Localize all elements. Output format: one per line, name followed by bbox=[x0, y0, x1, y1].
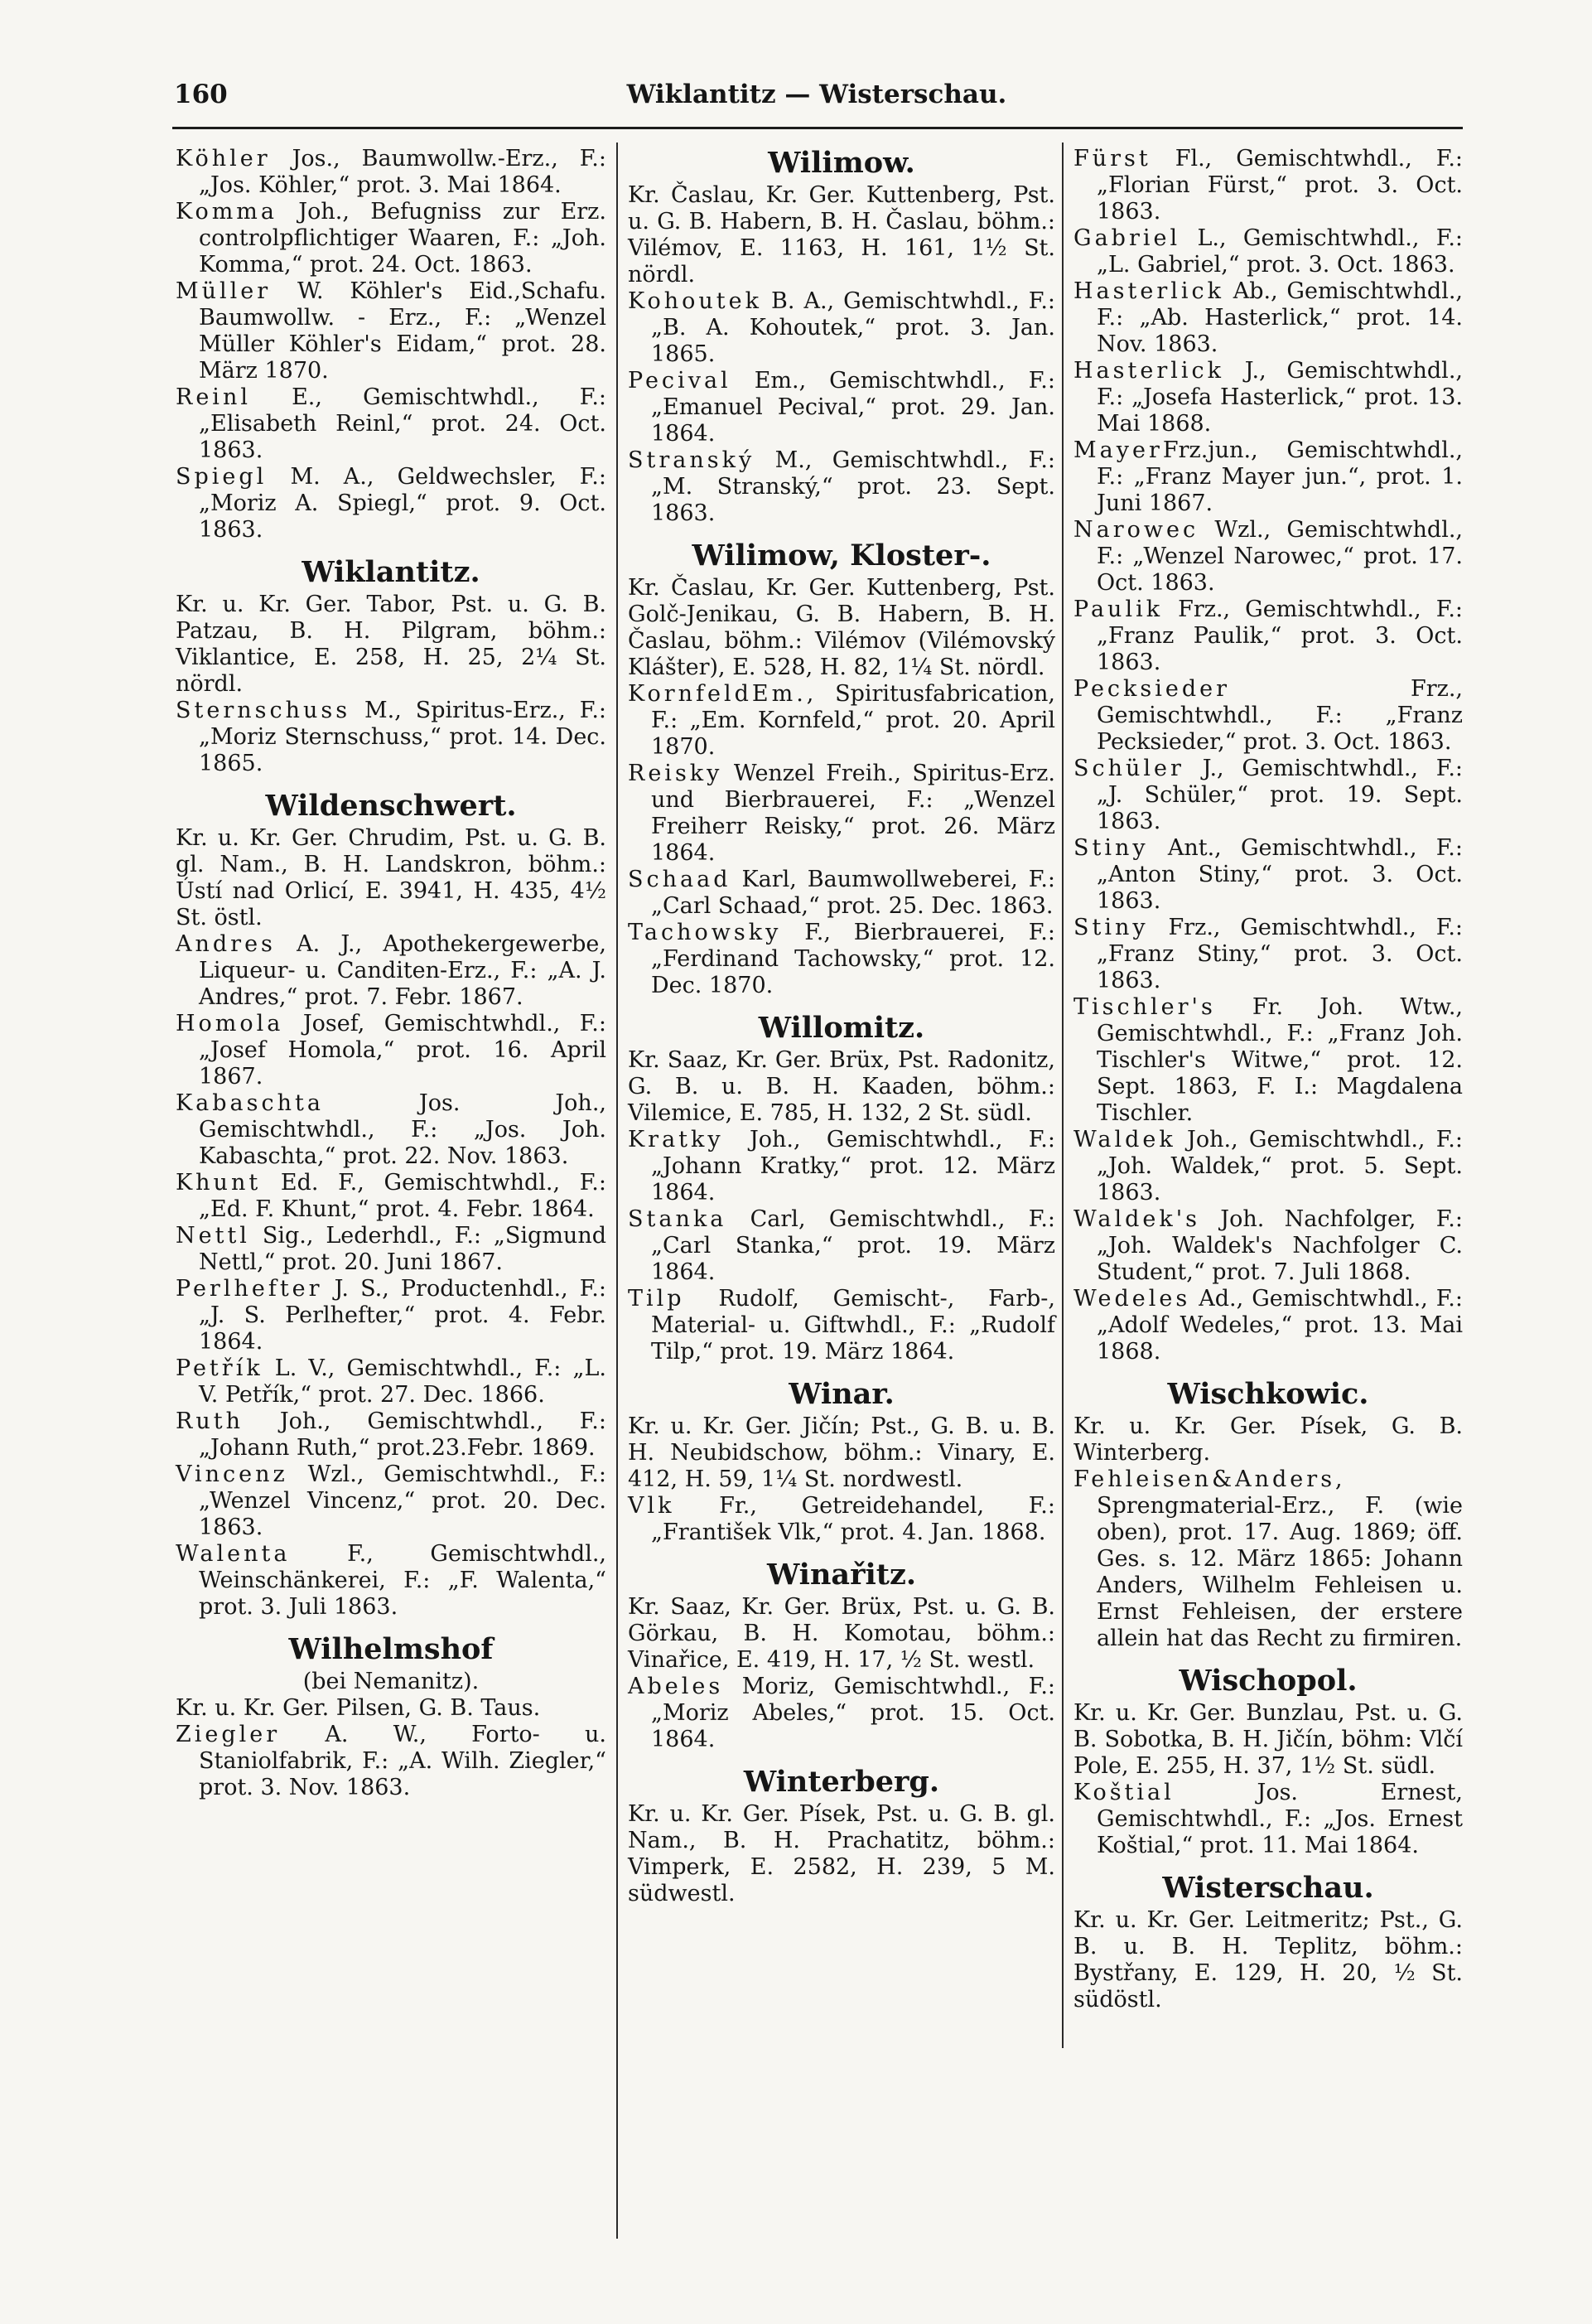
firm-details: Em., Gemischtwhdl., F.: „Emanuel Pecival,“ prot. 29. Jan. 1864. bbox=[651, 368, 1055, 447]
running-head: Wiklantitz — Wisterschau. bbox=[626, 80, 1007, 109]
firm-name: Mayer bbox=[1073, 437, 1163, 463]
column-divider bbox=[616, 143, 618, 2239]
firm-details: E., Gemischtwhdl., F.: „Elisabeth Reinl,“ prot. 24. Oct. 1863. bbox=[199, 384, 606, 463]
firm-entry bbox=[1073, 994, 1463, 1127]
location-info: Kr. Časlau, Kr. Ger. Kuttenberg, Pst. Golč-Jenikau, G. B. Habern, B. H. Časlau, böhm.: Vilémov (Vilémovský Klášter), E. 528, H. 82, 1¼ St. nördl. bbox=[628, 575, 1055, 680]
firm-name: Schaad bbox=[628, 867, 731, 892]
firm-entry bbox=[1073, 1206, 1463, 1286]
firm-entry bbox=[176, 1541, 606, 1621]
firm-name: Spiegl bbox=[176, 464, 268, 490]
column-middle bbox=[628, 146, 1055, 1907]
place-subheading: (bei Nemanitz). bbox=[302, 1669, 480, 1694]
firm-details: Wenzel Freih., Spiritus-Erz. und Bierbrauerei, F.: „Wenzel Freiherr Reisky,“ prot. 26. März 1864. bbox=[651, 761, 1055, 866]
firm-name: Komma bbox=[176, 199, 278, 225]
location-info: Kr. u. Kr. Ger. Leitmeritz; Pst., G. B. u. B. H. Teplitz, böhm.: Bystřany, E. 129, H. 20, ½ St. südöstl. bbox=[1073, 1907, 1463, 2012]
firm-details: Rudolf, Gemischt-, Farb-, Material- u. Giftwhdl., F.: „Rudolf Tilp,“ prot. 19. März 1864. bbox=[651, 1286, 1055, 1365]
firm-name: Perlhefter bbox=[176, 1276, 323, 1302]
firm-name: Ruth bbox=[176, 1408, 244, 1434]
firm-name: Petřík bbox=[176, 1355, 263, 1381]
firm-name: Hasterlick bbox=[1073, 358, 1224, 384]
firm-details: Fl., Gemischtwhdl., F.: „Florian Fürst,“ prot. 3. Oct. 1863. bbox=[1097, 146, 1463, 225]
firm-name: Pecksieder bbox=[1073, 676, 1231, 702]
firm-entry bbox=[628, 1286, 1055, 1365]
firm-name: Stranský bbox=[628, 447, 755, 473]
place-heading: Winařitz. bbox=[766, 1558, 917, 1592]
firm-name: Pecival bbox=[628, 368, 731, 394]
location-info: Kr. Saaz, Kr. Ger. Brüx, Pst. u. G. B. Görkau, B. H. Komotau, böhm.: Vinařice, E. 419, H. 17, ½ St. westl. bbox=[628, 1594, 1055, 1673]
firm-name: Andres bbox=[176, 931, 276, 957]
firm-entry bbox=[1073, 278, 1463, 358]
column-right bbox=[1073, 146, 1463, 2013]
firm-entry bbox=[1073, 1286, 1463, 1365]
firm-name: Reinl bbox=[176, 384, 251, 410]
firm-name: Stiny bbox=[1073, 915, 1149, 940]
firm-entry bbox=[1073, 676, 1463, 756]
firm-entry bbox=[176, 1223, 606, 1276]
firm-entry bbox=[176, 1722, 606, 1801]
firm-details: Carl, Gemischtwhdl., F.: „Carl Stanka,“ prot. 19. März 1864. bbox=[651, 1206, 1055, 1285]
firm-name: Khunt bbox=[176, 1170, 262, 1196]
firm-entry bbox=[1073, 915, 1463, 994]
firm-details: M., Gemischtwhdl., F.: „M. Stranský,“ prot. 23. Sept. 1863. bbox=[651, 447, 1055, 526]
firm-details: Jos. Joh., Gemischtwhdl., F.: „Jos. Joh. Kabaschta,“ prot. 22. Nov. 1863. bbox=[199, 1090, 606, 1169]
firm-name: Waldek's bbox=[1073, 1206, 1201, 1232]
firm-details: Jos. Ernest, Gemischtwhdl., F.: „Jos. Ernest Koštial,“ prot. 11. Mai 1864. bbox=[1097, 1780, 1463, 1858]
place-heading: Wisterschau. bbox=[1162, 1871, 1374, 1905]
firm-name: Homola bbox=[176, 1011, 284, 1036]
firm-entry bbox=[628, 867, 1055, 920]
firm-entry bbox=[176, 1355, 606, 1408]
firm-details: Frz.jun., Gemischtwhdl., F.: „Franz Mayer jun.“, prot. 1. Juni 1867. bbox=[1097, 437, 1463, 516]
firm-name: Narowec bbox=[1073, 517, 1199, 543]
firm-name: Sternschuss bbox=[176, 698, 351, 723]
location-info: Kr. u. Kr. Ger. Chrudim, Pst. u. G. B. gl. Nam., B. H. Landskron, böhm.: Ústí nad Orlicí, E. 3941, H. 435, 4½ St. östl. bbox=[176, 825, 606, 930]
firm-details: Fr. Joh. Wtw., Gemischtwhdl., F.: „Franz Joh. Tischler's Witwe,“ prot. 12. Sept. 1863, F. I.: Magdalena Tischler. bbox=[1097, 994, 1463, 1126]
firm-entry bbox=[1073, 358, 1463, 437]
firm-entry bbox=[1073, 597, 1463, 676]
firm-details: Karl, Baumwollweberei, F.: „Carl Schaad,“ prot. 25. Dec. 1863. bbox=[651, 867, 1055, 919]
location-info: Kr. u. Kr. Ger. Bunzlau, Pst. u. G. B. Sobotka, B. H. Jičín, böhm: Vlčí Pole, E. 255, H. 37, 1½ St. südl. bbox=[1073, 1700, 1463, 1779]
firm-name: Tischler's bbox=[1073, 994, 1216, 1020]
firm-entry bbox=[628, 1674, 1055, 1753]
firm-details: Joh., Befugniss zur Erz. controlpflichtiger Waaren, F.: „Joh. Komma,“ prot. 24. Oct. 1863. bbox=[199, 199, 606, 278]
firm-entry bbox=[176, 1408, 606, 1462]
firm-entry bbox=[1073, 1127, 1463, 1206]
firm-entry bbox=[1073, 517, 1463, 597]
firm-entry bbox=[1073, 225, 1463, 278]
firm-details: Joh. Nachfolger, F.: „Joh. Waldek's Nachfolger C. Student,“ prot. 7. Juli 1868. bbox=[1097, 1206, 1463, 1285]
firm-details: Frz., Gemischtwhdl., F.: „Franz Stiny,“ prot. 3. Oct. 1863. bbox=[1097, 915, 1463, 993]
firm-details: Josef, Gemischtwhdl., F.: „Josef Homola,“ prot. 16. April 1867. bbox=[199, 1011, 606, 1090]
firm-name: Gabriel bbox=[1073, 225, 1181, 251]
firm-details: Fr., Getreidehandel, F.: „František Vlk,“ prot. 4. Jan. 1868. bbox=[651, 1493, 1055, 1545]
firm-entry bbox=[176, 464, 606, 544]
firm-details: M. A., Geldwechsler, F.: „Moriz A. Spiegl,“ prot. 9. Oct. 1863. bbox=[199, 464, 606, 543]
firm-entry bbox=[628, 681, 1055, 761]
firm-entry bbox=[1073, 756, 1463, 835]
place-heading: Wilimow, Kloster-. bbox=[692, 539, 991, 573]
firm-name: Nettl bbox=[176, 1223, 250, 1249]
firm-name: Stiny bbox=[1073, 835, 1149, 861]
firm-details: , Sprengmaterial-Erz., F. (wie oben), prot. 17. Aug. 1869; öff. Ges. s. 12. März 1865: Johann Anders, Wilhelm Fehleisen u. Ernst Fehleisen, der erstere allein hat das Recht zu firmiren. bbox=[1097, 1466, 1463, 1651]
firm-details: B. A., Gemischtwhdl., F.: „B. A. Kohoutek,“ prot. 3. Jan. 1865. bbox=[651, 288, 1055, 367]
location-info: Kr. u. Kr. Ger. Jičín; Pst., G. B. u. B. H. Neubidschow, böhm.: Vinary, E. 412, H. 59, 1¼ St. nordwestl. bbox=[628, 1413, 1055, 1492]
place-heading: Winterberg. bbox=[743, 1765, 940, 1799]
location-info: Kr. u. Kr. Ger. Pilsen, G. B. Taus. bbox=[176, 1695, 541, 1721]
firm-entry bbox=[176, 1090, 606, 1170]
firm-entry bbox=[176, 1011, 606, 1090]
firm-name: Schüler bbox=[1073, 756, 1184, 781]
firm-name: Kabaschta bbox=[176, 1090, 324, 1116]
place-heading: Wildenschwert. bbox=[265, 789, 517, 823]
firm-entry bbox=[176, 1462, 606, 1541]
firm-entry bbox=[1073, 146, 1463, 225]
place-heading: Wischkowic. bbox=[1167, 1377, 1369, 1411]
firm-entry bbox=[176, 1170, 606, 1223]
place-heading: Wiklantitz. bbox=[302, 555, 480, 589]
firm-details: A. J., Apothekergewerbe, Liqueur- u. Canditen-Erz., F.: „A. J. Andres,“ prot. 7. Febr. 1867. bbox=[199, 931, 606, 1010]
firm-details: Sig., Lederhdl., F.: „Sigmund Nettl,“ prot. 20. Juni 1867. bbox=[199, 1223, 606, 1275]
firm-details: F., Bierbrauerei, F.: „Ferdinand Tachowsky,“ prot. 12. Dec. 1870. bbox=[651, 920, 1055, 998]
firm-details: J. S., Productenhdl., F.: „J. S. Perlhefter,“ prot. 4. Febr. 1864. bbox=[199, 1276, 606, 1355]
firm-entry bbox=[628, 1493, 1055, 1546]
firm-name: Reisky bbox=[628, 761, 723, 786]
firm-name: Koštial bbox=[1073, 1780, 1175, 1805]
firm-details: J., Gemischtwhdl., F.: „Josefa Hasterlick,“ prot. 13. Mai 1868. bbox=[1097, 358, 1463, 437]
firm-name: Ziegler bbox=[176, 1722, 281, 1747]
firm-entry bbox=[628, 288, 1055, 368]
firm-name: Vlk bbox=[628, 1493, 675, 1519]
firm-details: Moriz, Gemischtwhdl., F.: „Moriz Abeles,“ prot. 15. Oct. 1864. bbox=[651, 1674, 1055, 1752]
firm-name: Köhler bbox=[176, 146, 271, 172]
firm-name: Waldek bbox=[1073, 1127, 1176, 1152]
firm-entry bbox=[628, 1127, 1055, 1206]
firm-entry bbox=[1073, 1780, 1463, 1859]
firm-details: Joh., Gemischtwhdl., F.: „Joh. Waldek,“ prot. 5. Sept. 1863. bbox=[1097, 1127, 1463, 1205]
firm-details: Jos., Baumwollw.-Erz., F.: „Jos. Köhler,“ prot. 3. Mai 1864. bbox=[199, 146, 606, 198]
firm-details: Joh., Gemischtwhdl., F.: „Johann Kratky,“ prot. 12. März 1864. bbox=[651, 1127, 1055, 1205]
firm-name: Fürst bbox=[1073, 146, 1151, 172]
firm-name: Abeles bbox=[628, 1674, 724, 1699]
location-info: Kr. Saaz, Kr. Ger. Brüx, Pst. Radonitz, G. B. u. B. H. Kaaden, böhm.: Vilemice, E. 785, H. 132, 2 St. südl. bbox=[628, 1047, 1055, 1126]
firm-details: Wzl., Gemischtwhdl., F.: „Wenzel Narowec,“ prot. 17. Oct. 1863. bbox=[1097, 517, 1463, 596]
firm-details: Ed. F., Gemischtwhdl., F.: „Ed. F. Khunt,“ prot. 4. Febr. 1864. bbox=[199, 1170, 606, 1222]
firm-entry bbox=[1073, 1466, 1463, 1652]
firm-details: L. V., Gemischtwhdl., F.: „L. V. Petřík,“ prot. 27. Dec. 1866. bbox=[199, 1355, 606, 1408]
location-info: Kr. Časlau, Kr. Ger. Kuttenberg, Pst. u. G. B. Habern, B. H. Časlau, böhm.: Vilémov, E. 1163, H. 161, 1½ St. nördl. bbox=[628, 182, 1055, 287]
column-left bbox=[176, 146, 606, 1801]
firm-details: Wzl., Gemischtwhdl., F.: „Wenzel Vincenz,“ prot. 20. Dec. 1863. bbox=[199, 1462, 606, 1540]
firm-entry bbox=[176, 698, 606, 777]
firm-entry bbox=[176, 199, 606, 278]
firm-name: Wedeles bbox=[1073, 1286, 1191, 1312]
firm-name: Tachowsky bbox=[628, 920, 782, 945]
firm-entry bbox=[176, 146, 606, 199]
firm-entry bbox=[176, 1276, 606, 1355]
firm-name: Vincenz bbox=[176, 1462, 288, 1487]
firm-details: , Spiritusfabrication, F.: „Em. Kornfeld,“ prot. 20. April 1870. bbox=[651, 681, 1055, 760]
firm-details: Frz., Gemischtwhdl., F.: „Franz Pecksieder,“ prot. 3. Oct. 1863. bbox=[1097, 676, 1463, 755]
firm-entry bbox=[1073, 835, 1463, 915]
firm-name: Hasterlick bbox=[1073, 278, 1224, 304]
firm-details: Ab., Gemischtwhdl., F.: „Ab. Hasterlick,“ prot. 14. Nov. 1863. bbox=[1097, 278, 1463, 357]
firm-name: KornfeldEm. bbox=[628, 681, 807, 707]
place-heading: Willomitz. bbox=[758, 1011, 925, 1045]
location-info: Kr. u. Kr. Ger. Tabor, Pst. u. G. B. Patzau, B. H. Pilgram, böhm.: Viklantice, E. 258, H. 25, 2¼ St. nördl. bbox=[176, 592, 606, 697]
firm-details: F., Gemischtwhdl., Weinschänkerei, F.: „F. Walenta,“ prot. 3. Juli 1863. bbox=[199, 1541, 606, 1620]
firm-details: A. W., Forto- u. Staniolfabrik, F.: „A. Wilh. Ziegler,“ prot. 3. Nov. 1863. bbox=[199, 1722, 606, 1800]
firm-details: Ad., Gemischtwhdl., F.: „Adolf Wedeles,“ prot. 13. Mai 1868. bbox=[1097, 1286, 1463, 1365]
location-info: Kr. u. Kr. Ger. Písek, G. B. Winterberg. bbox=[1073, 1413, 1463, 1466]
firm-entry bbox=[628, 368, 1055, 447]
place-heading: Wilhelmshof bbox=[288, 1632, 494, 1666]
firm-name: Walenta bbox=[176, 1541, 291, 1567]
firm-details: M., Spiritus-Erz., F.: „Moriz Sternschuss,“ prot. 14. Dec. 1865. bbox=[199, 698, 606, 776]
page-header bbox=[174, 80, 1459, 118]
firm-name: Kohoutek bbox=[628, 288, 762, 314]
firm-name: Paulik bbox=[1073, 597, 1164, 622]
firm-details: Frz., Gemischtwhdl., F.: „Franz Paulik,“ prot. 3. Oct. 1863. bbox=[1097, 597, 1463, 675]
firm-name: Tilp bbox=[628, 1286, 685, 1312]
column-divider bbox=[1062, 143, 1064, 2048]
firm-details: Joh., Gemischtwhdl., F.: „Johann Ruth,“ prot.23.Febr. 1869. bbox=[199, 1408, 606, 1461]
firm-entry bbox=[628, 1206, 1055, 1286]
firm-entry bbox=[628, 447, 1055, 527]
place-heading: Winar. bbox=[789, 1377, 895, 1411]
firm-details: Ant., Gemischtwhdl., F.: „Anton Stiny,“ prot. 3. Oct. 1863. bbox=[1097, 835, 1463, 914]
place-heading: Wischopol. bbox=[1179, 1664, 1358, 1698]
firm-details: J., Gemischtwhdl., F.: „J. Schüler,“ prot. 19. Sept. 1863. bbox=[1097, 756, 1463, 834]
header-rule bbox=[172, 127, 1463, 129]
firm-name: Kratky bbox=[628, 1127, 724, 1152]
firm-entry bbox=[176, 278, 606, 384]
firm-entry bbox=[628, 761, 1055, 867]
firm-entry bbox=[176, 931, 606, 1011]
firm-entry bbox=[628, 920, 1055, 999]
firm-name: Müller bbox=[176, 278, 272, 304]
place-heading: Wilimow. bbox=[768, 146, 915, 180]
location-info: Kr. u. Kr. Ger. Písek, Pst. u. G. B. gl. Nam., B. H. Prachatitz, böhm.: Vimperk, E. 2582, H. 239, 5 M. südwestl. bbox=[628, 1801, 1055, 1906]
firm-details: L., Gemischtwhdl., F.: „L. Gabriel,“ prot. 3. Oct. 1863. bbox=[1097, 225, 1463, 278]
firm-entry bbox=[1073, 437, 1463, 517]
firm-entry bbox=[176, 384, 606, 464]
firm-details: W. Köhler's Eid.,Schafu. Baumwollw. - Erz., F.: „Wenzel Müller Köhler's Eidam,“ prot. 28. März 1870. bbox=[199, 278, 606, 384]
firm-name: Stanka bbox=[628, 1206, 727, 1232]
firm-name: Fehleisen&Anders bbox=[1073, 1466, 1336, 1492]
page-number: 160 bbox=[174, 80, 228, 109]
